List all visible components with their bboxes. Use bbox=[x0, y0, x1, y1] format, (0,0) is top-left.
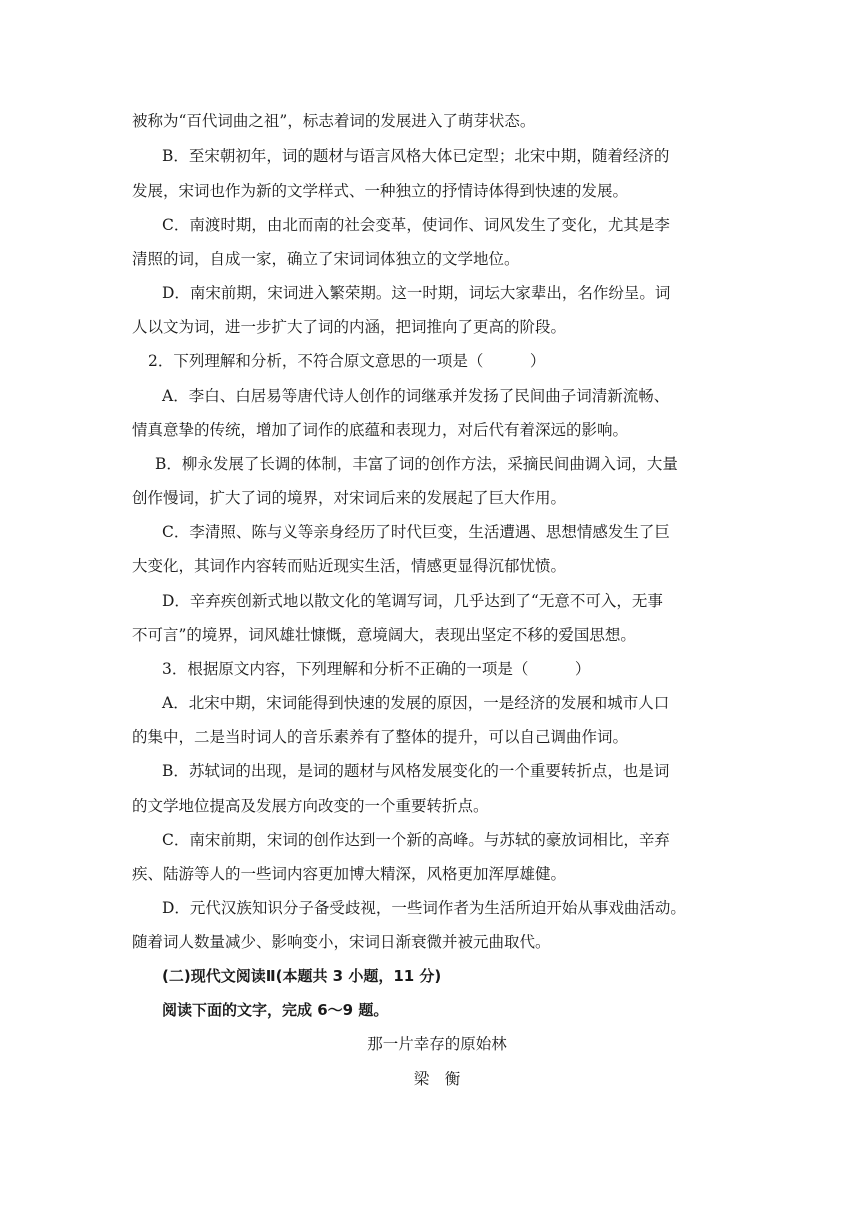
question-3: 3．根据原文内容，下列理解和分析不正确的一项是（ ） bbox=[162, 660, 591, 678]
text-line: 清照的词，自成一家，确立了宋词词体独立的文学地位。 bbox=[132, 250, 520, 268]
text-line: 随着词人数量减少、影响变小，宋词日渐衰微并被元曲取代。 bbox=[132, 933, 551, 951]
text-line: 大变化，其词作内容转而贴近现实生活，情感更显得沉郁忧愤。 bbox=[132, 557, 567, 575]
text-line: 情真意挚的传统，增加了词作的底蕴和表现力，对后代有着深远的影响。 bbox=[132, 421, 629, 439]
text-line: 创作慢词，扩大了词的境界，对宋词后来的发展起了巨大作用。 bbox=[132, 489, 567, 507]
text-line: 的集中，二是当时词人的音乐素养有了整体的提升，可以自己调曲作词。 bbox=[132, 728, 629, 746]
text-line: 发展，宋词也作为新的文学样式、一种独立的抒情诗体得到快速的发展。 bbox=[132, 182, 629, 200]
text-line: A．北宋中期，宋词能得到快速的发展的原因，一是经济的发展和城市人口 bbox=[162, 694, 670, 712]
section-heading: (二)现代文阅读Ⅱ(本题共 3 小题，11 分) bbox=[162, 967, 442, 985]
text-line: 疾、陆游等人的一些词内容更加博大精深，风格更加浑厚雄健。 bbox=[132, 865, 567, 883]
text-line: 不可言”的境界，词风雄壮慷慨，意境阔大，表现出坚定不移的爱国思想。 bbox=[132, 626, 636, 644]
text-line: C．李清照、陈与义等亲身经历了时代巨变，生活遭遇、思想情感发生了巨 bbox=[162, 523, 670, 541]
text-line: A．李白、白居易等唐代诗人创作的词继承并发扬了民间曲子词清新流畅、 bbox=[162, 387, 670, 405]
text-line: D．南宋前期，宋词进入繁荣期。这一时期，词坛大家辈出，名作纷呈。词 bbox=[162, 284, 671, 302]
article-author: 梁 衡 bbox=[413, 1070, 461, 1088]
instruction: 阅读下面的文字，完成 6～9 题。 bbox=[162, 1001, 389, 1019]
text-line: 的文学地位提高及发展方向改变的一个重要转折点。 bbox=[132, 797, 489, 815]
text-line: C．南渡时期，由北而南的社会变革，使词作、词风发生了变化，尤其是李 bbox=[162, 216, 670, 234]
question-2: 2．下列理解和分析，不符合原文意思的一项是（ ） bbox=[148, 352, 546, 370]
text-line: B．苏轼词的出现，是词的题材与风格发展变化的一个重要转折点，也是词 bbox=[162, 762, 670, 780]
article-title: 那一片幸存的原始林 bbox=[367, 1035, 507, 1053]
text-line: D．辛弃疾创新式地以散文化的笔调写词，几乎达到了“无意不可入，无事 bbox=[162, 592, 663, 610]
text-line: 人以文为词，进一步扩大了词的内涵，把词推向了更高的阶段。 bbox=[132, 318, 567, 336]
text-line: B．柳永发展了长调的体制，丰富了词的创作方法，采摘民间曲调入词，大量 bbox=[155, 455, 678, 473]
text-line: 被称为“百代词曲之祖”，标志着词的发展进入了萌芽状态。 bbox=[132, 112, 536, 130]
text-line: B．至宋朝初年，词的题材与语言风格大体已定型；北宋中期，随着经济的 bbox=[162, 147, 670, 165]
text-line: D．元代汉族知识分子备受歧视，一些词作者为生活所迫开始从事戏曲活动。 bbox=[162, 899, 686, 917]
text-line: C．南宋前期，宋词的创作达到一个新的高峰。与苏轼的豪放词相比，辛弃 bbox=[162, 831, 670, 849]
